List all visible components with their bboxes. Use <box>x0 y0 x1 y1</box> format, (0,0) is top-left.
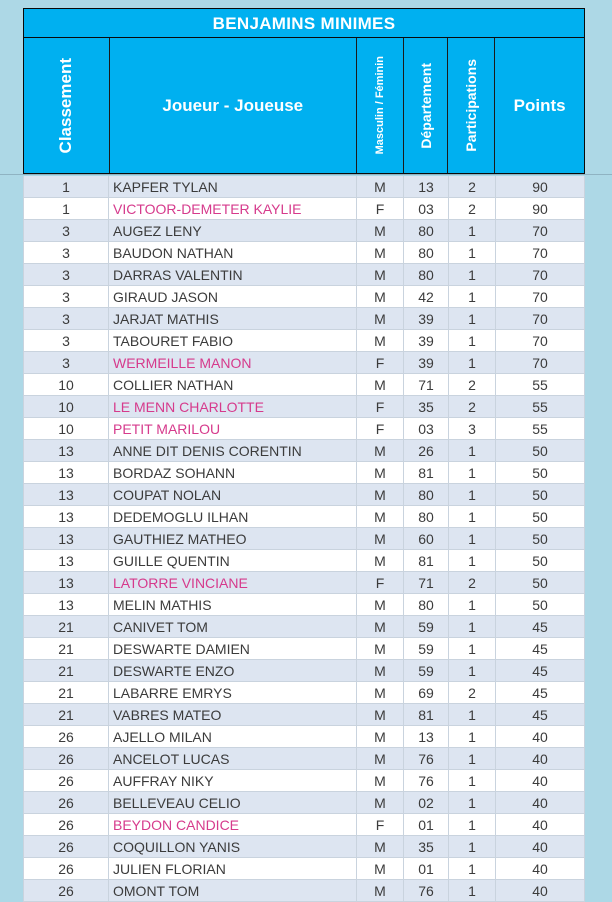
sex-cell[interactable]: M <box>357 616 404 638</box>
rank-cell[interactable]: 26 <box>23 770 109 792</box>
player-name-cell[interactable]: WERMEILLE MANON <box>109 352 357 374</box>
points-cell[interactable]: 45 <box>496 616 585 638</box>
player-name-cell[interactable]: OMONT TOM <box>109 880 357 902</box>
rank-cell[interactable]: 13 <box>23 484 109 506</box>
player-name-cell[interactable]: DESWARTE DAMIEN <box>109 638 357 660</box>
dept-cell[interactable]: 59 <box>404 638 449 660</box>
table-row[interactable] <box>23 286 585 308</box>
player-name-cell[interactable]: TABOURET FABIO <box>109 330 357 352</box>
points-cell[interactable]: 50 <box>496 572 585 594</box>
rank-cell[interactable]: 3 <box>23 286 109 308</box>
sex-cell[interactable]: M <box>357 242 404 264</box>
table-row[interactable] <box>23 814 585 836</box>
points-cell[interactable]: 40 <box>496 748 585 770</box>
table-row[interactable] <box>23 836 585 858</box>
player-name-cell[interactable]: MELIN MATHIS <box>109 594 357 616</box>
points-cell[interactable]: 45 <box>496 638 585 660</box>
player-name-cell[interactable]: CANIVET TOM <box>109 616 357 638</box>
sex-cell[interactable]: F <box>357 198 404 220</box>
participations-cell[interactable]: 1 <box>449 242 496 264</box>
rank-cell[interactable]: 13 <box>23 462 109 484</box>
participations-cell[interactable]: 1 <box>449 616 496 638</box>
participations-cell[interactable]: 1 <box>449 836 496 858</box>
dept-cell[interactable]: 80 <box>404 484 449 506</box>
participations-cell[interactable]: 1 <box>449 550 496 572</box>
participations-cell[interactable]: 1 <box>449 880 496 902</box>
sex-cell[interactable]: M <box>357 528 404 550</box>
participations-cell[interactable]: 2 <box>449 682 496 704</box>
points-cell[interactable]: 45 <box>496 704 585 726</box>
dept-cell[interactable]: 80 <box>404 264 449 286</box>
rank-cell[interactable]: 10 <box>23 418 109 440</box>
sex-cell[interactable]: F <box>357 814 404 836</box>
sex-cell[interactable]: M <box>357 660 404 682</box>
sex-cell[interactable]: M <box>357 638 404 660</box>
table-row[interactable] <box>23 374 585 396</box>
dept-cell[interactable]: 13 <box>404 726 449 748</box>
rank-cell[interactable]: 26 <box>23 814 109 836</box>
dept-cell[interactable]: 39 <box>404 330 449 352</box>
rank-cell[interactable]: 26 <box>23 726 109 748</box>
points-cell[interactable]: 70 <box>496 242 585 264</box>
rank-cell[interactable]: 13 <box>23 506 109 528</box>
rank-cell[interactable]: 1 <box>23 198 109 220</box>
points-cell[interactable]: 70 <box>496 308 585 330</box>
frozen-pane-divider <box>0 174 612 175</box>
rank-cell[interactable]: 3 <box>23 220 109 242</box>
participations-cell[interactable]: 1 <box>449 594 496 616</box>
rank-cell[interactable]: 13 <box>23 528 109 550</box>
header-points[interactable] <box>495 38 584 173</box>
rank-cell[interactable]: 21 <box>23 616 109 638</box>
points-cell[interactable]: 40 <box>496 814 585 836</box>
rank-cell[interactable]: 3 <box>23 242 109 264</box>
sex-cell[interactable]: M <box>357 858 404 880</box>
points-cell[interactable]: 45 <box>496 682 585 704</box>
dept-cell[interactable]: 60 <box>404 528 449 550</box>
table-row[interactable] <box>23 396 585 418</box>
points-cell[interactable]: 40 <box>496 770 585 792</box>
participations-cell[interactable]: 1 <box>449 660 496 682</box>
participations-cell[interactable]: 1 <box>449 506 496 528</box>
header-part[interactable] <box>448 38 495 173</box>
points-cell[interactable]: 50 <box>496 594 585 616</box>
player-name-cell[interactable]: PETIT MARILOU <box>109 418 357 440</box>
dept-cell[interactable]: 59 <box>404 660 449 682</box>
rank-cell[interactable]: 3 <box>23 330 109 352</box>
sex-cell[interactable]: M <box>357 308 404 330</box>
dept-cell[interactable]: 03 <box>404 418 449 440</box>
ranking-sheet <box>23 8 585 174</box>
dept-cell[interactable]: 26 <box>404 440 449 462</box>
participations-cell[interactable]: 1 <box>449 440 496 462</box>
header-sex[interactable] <box>357 38 404 173</box>
player-name-cell[interactable]: ANNE DIT DENIS CORENTIN <box>109 440 357 462</box>
sex-cell[interactable]: M <box>357 770 404 792</box>
points-cell[interactable]: 40 <box>496 858 585 880</box>
sex-cell[interactable]: M <box>357 748 404 770</box>
table-row[interactable] <box>23 770 585 792</box>
participations-cell[interactable]: 2 <box>449 374 496 396</box>
table-row[interactable] <box>23 880 585 902</box>
sex-cell[interactable]: M <box>357 374 404 396</box>
player-name-cell[interactable]: GIRAUD JASON <box>109 286 357 308</box>
dept-cell[interactable]: 80 <box>404 242 449 264</box>
points-cell[interactable]: 40 <box>496 726 585 748</box>
participations-cell[interactable]: 1 <box>449 484 496 506</box>
dept-cell[interactable]: 81 <box>404 550 449 572</box>
dept-cell[interactable]: 01 <box>404 814 449 836</box>
sex-cell[interactable]: F <box>357 396 404 418</box>
rank-cell[interactable]: 13 <box>23 550 109 572</box>
dept-cell[interactable]: 76 <box>404 770 449 792</box>
header-row <box>23 38 585 174</box>
table-row[interactable] <box>23 264 585 286</box>
dept-cell[interactable]: 39 <box>404 352 449 374</box>
header-rank[interactable] <box>24 38 110 173</box>
player-name-cell[interactable]: GUILLE QUENTIN <box>109 550 357 572</box>
points-cell[interactable]: 70 <box>496 264 585 286</box>
player-name-cell[interactable]: COLLIER NATHAN <box>109 374 357 396</box>
sex-cell[interactable]: M <box>357 704 404 726</box>
player-name-cell[interactable]: DEDEMOGLU ILHAN <box>109 506 357 528</box>
table-row[interactable] <box>23 506 585 528</box>
table-row[interactable] <box>23 726 585 748</box>
table-row[interactable] <box>23 308 585 330</box>
points-cell[interactable]: 50 <box>496 462 585 484</box>
points-cell[interactable]: 40 <box>496 836 585 858</box>
rank-cell[interactable]: 13 <box>23 594 109 616</box>
rank-cell[interactable]: 21 <box>23 638 109 660</box>
table-row[interactable] <box>23 462 585 484</box>
participations-cell[interactable]: 2 <box>449 572 496 594</box>
sex-cell[interactable]: M <box>357 264 404 286</box>
sex-cell[interactable]: M <box>357 484 404 506</box>
player-name-cell[interactable]: COUPAT NOLAN <box>109 484 357 506</box>
player-name-cell[interactable]: LE MENN CHARLOTTE <box>109 396 357 418</box>
sex-cell[interactable]: F <box>357 572 404 594</box>
table-row[interactable] <box>23 660 585 682</box>
dept-cell[interactable]: 71 <box>404 572 449 594</box>
table-row[interactable] <box>23 176 585 198</box>
sex-cell[interactable]: M <box>357 330 404 352</box>
player-name-cell[interactable]: BAUDON NATHAN <box>109 242 357 264</box>
points-cell[interactable]: 55 <box>496 396 585 418</box>
player-name-cell[interactable]: VICTOOR-DEMETER KAYLIE <box>109 198 357 220</box>
sex-cell[interactable]: M <box>357 682 404 704</box>
participations-cell[interactable]: 1 <box>449 220 496 242</box>
table-row[interactable] <box>23 616 585 638</box>
sex-cell[interactable]: F <box>357 352 404 374</box>
dept-cell[interactable]: 80 <box>404 220 449 242</box>
table-row[interactable] <box>23 418 585 440</box>
points-cell[interactable]: 55 <box>496 418 585 440</box>
sex-cell[interactable]: M <box>357 220 404 242</box>
player-name-cell[interactable]: ANCELOT LUCAS <box>109 748 357 770</box>
player-name-cell[interactable]: KAPFER TYLAN <box>109 176 357 198</box>
player-name-cell[interactable]: AUGEZ LENY <box>109 220 357 242</box>
table-row[interactable] <box>23 682 585 704</box>
rank-cell[interactable]: 1 <box>23 176 109 198</box>
player-name-cell[interactable]: COQUILLON YANIS <box>109 836 357 858</box>
table-row[interactable] <box>23 550 585 572</box>
dept-cell[interactable]: 02 <box>404 792 449 814</box>
dept-cell[interactable]: 42 <box>404 286 449 308</box>
rank-cell[interactable]: 13 <box>23 440 109 462</box>
points-cell[interactable]: 90 <box>496 176 585 198</box>
participations-cell[interactable]: 1 <box>449 814 496 836</box>
dept-cell[interactable]: 39 <box>404 308 449 330</box>
participations-cell[interactable]: 1 <box>449 748 496 770</box>
rank-cell[interactable]: 10 <box>23 396 109 418</box>
player-name-cell[interactable]: LATORRE VINCIANE <box>109 572 357 594</box>
rank-cell[interactable]: 3 <box>23 352 109 374</box>
points-cell[interactable]: 45 <box>496 660 585 682</box>
player-name-cell[interactable]: DESWARTE ENZO <box>109 660 357 682</box>
participations-cell[interactable]: 1 <box>449 704 496 726</box>
participations-cell[interactable]: 1 <box>449 308 496 330</box>
table-body <box>23 176 585 902</box>
header-sex-label: Masculin / Féminin <box>373 56 386 155</box>
participations-cell[interactable]: 1 <box>449 770 496 792</box>
dept-cell[interactable]: 35 <box>404 396 449 418</box>
player-name-cell[interactable]: BEYDON CANDICE <box>109 814 357 836</box>
participations-cell[interactable]: 2 <box>449 176 496 198</box>
sex-cell[interactable]: M <box>357 550 404 572</box>
rank-cell[interactable]: 21 <box>23 704 109 726</box>
participations-cell[interactable]: 3 <box>449 418 496 440</box>
participations-cell[interactable]: 1 <box>449 528 496 550</box>
header-dept[interactable] <box>404 38 449 173</box>
table-row[interactable] <box>23 704 585 726</box>
participations-cell[interactable]: 1 <box>449 858 496 880</box>
table-row[interactable] <box>23 352 585 374</box>
dept-cell[interactable]: 80 <box>404 506 449 528</box>
player-name-cell[interactable]: AUFFRAY NIKY <box>109 770 357 792</box>
rank-cell[interactable]: 26 <box>23 748 109 770</box>
dept-cell[interactable]: 71 <box>404 374 449 396</box>
dept-cell[interactable]: 76 <box>404 748 449 770</box>
table-row[interactable] <box>23 484 585 506</box>
player-name-cell[interactable]: DARRAS VALENTIN <box>109 264 357 286</box>
player-name-cell[interactable]: BORDAZ SOHANN <box>109 462 357 484</box>
points-cell[interactable]: 40 <box>496 880 585 902</box>
table-row[interactable] <box>23 528 585 550</box>
player-name-cell[interactable]: JARJAT MATHIS <box>109 308 357 330</box>
participations-cell[interactable]: 1 <box>449 462 496 484</box>
player-name-cell[interactable]: GAUTHIEZ MATHEO <box>109 528 357 550</box>
dept-cell[interactable]: 35 <box>404 836 449 858</box>
rank-cell[interactable]: 21 <box>23 682 109 704</box>
header-rank-label: Classement <box>56 57 76 154</box>
participations-cell[interactable]: 1 <box>449 330 496 352</box>
sex-cell[interactable]: M <box>357 462 404 484</box>
participations-cell[interactable]: 1 <box>449 352 496 374</box>
player-name-cell[interactable]: AJELLO MILAN <box>109 726 357 748</box>
dept-cell[interactable]: 59 <box>404 616 449 638</box>
table-row[interactable] <box>23 572 585 594</box>
sex-cell[interactable]: M <box>357 506 404 528</box>
rank-cell[interactable]: 21 <box>23 660 109 682</box>
table-row[interactable] <box>23 198 585 220</box>
dept-cell[interactable]: 81 <box>404 462 449 484</box>
participations-cell[interactable]: 1 <box>449 286 496 308</box>
points-cell[interactable]: 50 <box>496 528 585 550</box>
player-name-cell[interactable]: VABRES MATEO <box>109 704 357 726</box>
points-cell[interactable]: 50 <box>496 506 585 528</box>
points-cell[interactable]: 40 <box>496 792 585 814</box>
header-name[interactable] <box>110 38 357 173</box>
dept-cell[interactable]: 01 <box>404 858 449 880</box>
sex-cell[interactable]: M <box>357 836 404 858</box>
rank-cell[interactable]: 3 <box>23 308 109 330</box>
participations-cell[interactable]: 1 <box>449 726 496 748</box>
table-title: BENJAMINS MINIMES <box>23 8 585 38</box>
table-row[interactable] <box>23 748 585 770</box>
participations-cell[interactable]: 1 <box>449 638 496 660</box>
sex-cell[interactable]: M <box>357 176 404 198</box>
points-cell[interactable]: 70 <box>496 220 585 242</box>
table-row[interactable] <box>23 792 585 814</box>
rank-cell[interactable]: 26 <box>23 858 109 880</box>
points-cell[interactable]: 70 <box>496 330 585 352</box>
participations-cell[interactable]: 2 <box>449 396 496 418</box>
points-cell[interactable]: 90 <box>496 198 585 220</box>
sex-cell[interactable]: M <box>357 440 404 462</box>
header-name-label: Joueur - Joueuse <box>162 95 304 115</box>
dept-cell[interactable]: 76 <box>404 880 449 902</box>
header-points-label: Points <box>513 95 566 115</box>
dept-cell[interactable]: 80 <box>404 594 449 616</box>
points-cell[interactable]: 50 <box>496 550 585 572</box>
points-cell[interactable]: 55 <box>496 374 585 396</box>
points-cell[interactable]: 70 <box>496 286 585 308</box>
points-cell[interactable]: 50 <box>496 440 585 462</box>
participations-cell[interactable]: 1 <box>449 264 496 286</box>
player-name-cell[interactable]: BELLEVEAU CELIO <box>109 792 357 814</box>
sex-cell[interactable]: M <box>357 286 404 308</box>
dept-cell[interactable]: 13 <box>404 176 449 198</box>
rank-cell[interactable]: 3 <box>23 264 109 286</box>
player-name-cell[interactable]: JULIEN FLORIAN <box>109 858 357 880</box>
table-row[interactable] <box>23 858 585 880</box>
sex-cell[interactable]: M <box>357 792 404 814</box>
dept-cell[interactable]: 03 <box>404 198 449 220</box>
table-row[interactable] <box>23 440 585 462</box>
player-name-cell[interactable]: LABARRE EMRYS <box>109 682 357 704</box>
table-row[interactable] <box>23 594 585 616</box>
table-row[interactable] <box>23 330 585 352</box>
dept-cell[interactable]: 81 <box>404 704 449 726</box>
sex-cell[interactable]: M <box>357 726 404 748</box>
rank-cell[interactable]: 26 <box>23 836 109 858</box>
dept-cell[interactable]: 69 <box>404 682 449 704</box>
header-part-label: Participations <box>463 59 480 152</box>
points-cell[interactable]: 70 <box>496 352 585 374</box>
sex-cell[interactable]: M <box>357 594 404 616</box>
table-row[interactable] <box>23 220 585 242</box>
sex-cell[interactable]: M <box>357 880 404 902</box>
sex-cell[interactable]: F <box>357 418 404 440</box>
header-dept-label: Département <box>417 62 434 149</box>
rank-cell[interactable]: 26 <box>23 792 109 814</box>
rank-cell[interactable]: 10 <box>23 374 109 396</box>
participations-cell[interactable]: 2 <box>449 198 496 220</box>
points-cell[interactable]: 50 <box>496 484 585 506</box>
participations-cell[interactable]: 1 <box>449 792 496 814</box>
table-row[interactable] <box>23 242 585 264</box>
table-row[interactable] <box>23 638 585 660</box>
rank-cell[interactable]: 13 <box>23 572 109 594</box>
rank-cell[interactable]: 26 <box>23 880 109 902</box>
